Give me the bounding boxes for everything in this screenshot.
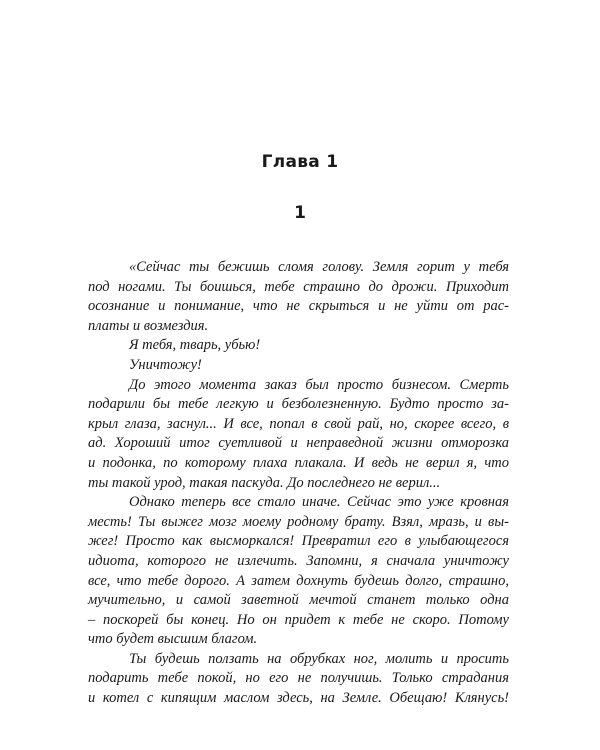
- text-line: «Сейчас ты бежишь сломя голову. Земля горит у тебя: [129, 259, 509, 275]
- body-text: [88, 258, 509, 709]
- text-line: и котел с кипящим маслом здесь, на Земле. Обещаю! Клянусь!: [88, 690, 509, 707]
- text-line: осознание и понимание, что не скрыться и не уйти от рас-: [88, 298, 509, 315]
- text-line: месть! Ты выжег мозг моему родному брату. Взял, мразь, и вы-: [88, 513, 509, 530]
- text-line: ты такой урод, такая паскуда. До последнего не верил...: [88, 474, 441, 491]
- text-line: мучительно, и самой заветной мечтой станет только одна: [88, 592, 509, 609]
- text-line: все, что тебе дорого. А затем дохнуть будешь долго, страшно,: [88, 572, 509, 589]
- text-line: ад. Хороший итог суетливой и неправедной жизни отморозка: [88, 435, 509, 452]
- text-line: под ногами. Ты боишься, тебе страшно до дрожи. Приходит: [88, 278, 509, 295]
- text-line: До этого момента заказ был просто бизнесом. Смерть: [129, 376, 509, 393]
- text-line: Уничтожу!: [129, 356, 202, 373]
- text-line: Ты будешь ползать на обрубках ног, молить и просить: [129, 650, 509, 667]
- text-line: крыл глаза, заснул... И все, попал в свой рай, но, скорее всего, в: [88, 415, 509, 432]
- text-line: подарить тебе покой, но его не получишь. Только страдания: [88, 670, 509, 687]
- section-number: 1: [294, 203, 306, 223]
- text-line: подарили бы тебе легкую и безболезненную. Будто просто за-: [88, 396, 509, 413]
- text-line: жег! Просто как высморкался! Превратил его в улыбающегося: [88, 533, 509, 550]
- text-line: Я тебя, тварь, убью!: [129, 337, 261, 354]
- text-line: Однако теперь все стало иначе. Сейчас это уже кровная: [129, 494, 509, 511]
- text-line: платы и возмездия.: [88, 317, 209, 334]
- text-line: что будет высшим благом.: [88, 631, 258, 648]
- text-line: идиота, которого не излечить. Запомни, я сначала уничтожу: [88, 552, 509, 569]
- chapter-title: Глава 1: [261, 152, 339, 172]
- text-line: – поскорей бы конец. Но он придет к тебе не скоро. Потому: [88, 611, 509, 628]
- text-line: и подонка, по которому плаха плакала. И ведь не верил я, что: [88, 454, 509, 471]
